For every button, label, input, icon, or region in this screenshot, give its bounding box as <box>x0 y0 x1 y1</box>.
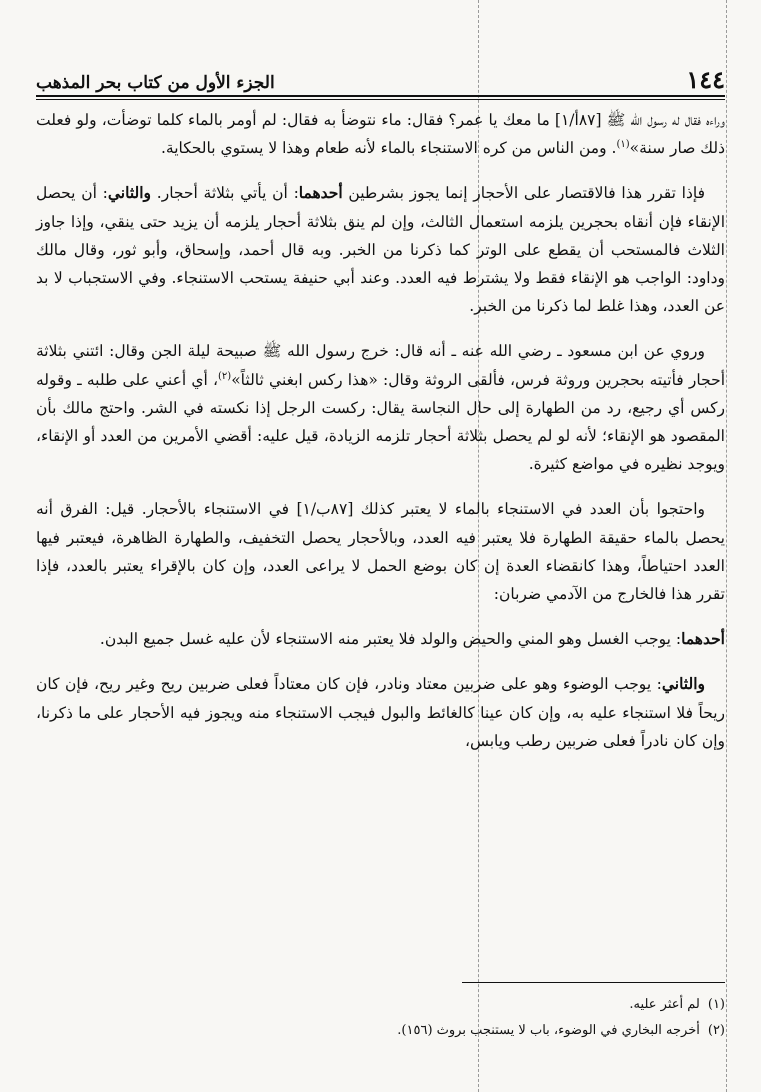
paragraph-text: : أن يحصل الإنقاء فإن أنقاه بحجرين يلزمه استعمال الثالث، وإن لم ينق بثلاثة أحجار يلزمه أن يزيد حتى ينقي، وإذا جاوز الثلاث فالمستحب أن يقطع على الوتر كما ذكرنا من الخبر. وبه قال أحمد، وإسحاق، وأبو ثور، وقال مالك وداود: الواجب هو الإنقاء فقط ولا يشترط فيه العدد. وعند أبي حنيفة يستحب الاستنجاء. وفي الاستجباب لا بد عن العدد، وهذا غلط لما ذكرنا من الخبر. <box>36 184 725 316</box>
header-rule <box>36 95 725 100</box>
page-number: ١٤٤ <box>686 65 725 94</box>
paragraph-3 <box>36 337 725 478</box>
footnote-ref-2: (٢) <box>218 370 232 382</box>
footnotes <box>36 992 725 1044</box>
footnote-ref-1: (١) <box>616 139 630 151</box>
paragraph-text: وروي عن ابن مسعود ـ رضي الله عنه ـ أنه قال: خرج رسول الله ﷺ صبيحة ليلة الجن وقال: ائتني بثلاثة أحجار فأتيته بحجرين وروثة فرس، فألقى الروثة وقال: «هذا ركس ابغني ثالثاً» <box>36 342 725 389</box>
main-text <box>36 106 725 772</box>
page-header <box>36 58 725 92</box>
paragraph-text: واحتجوا بأن العدد في الاستنجاء بالماء لا يعتبر كذلك [٨٧ب/١] في الاستنجاء بالأحجار. قيل: الفرق أنه يحصل بالماء حقيقة الطهارة فلا يعتبر فيه العدد، وبالأحجار يحصل التخفيف، والطهارة الظاهرة، فيعتبر فيها العدد احتياطاً، وهذا كانقضاء العدة إن كان بوضع الحمل لا يراعى العدد، وإن كان بالإقراء يعتبر بالعدد، فإذا تقرر هذا فالخارج من الآدمي ضربان: <box>36 500 725 604</box>
paragraph-text: . ومن الناس من كره الاستنجاء بالماء لأنه طعام وهذا لا يستوي بالحكاية. <box>160 139 617 158</box>
bold-term: والثاني <box>661 674 705 694</box>
running-title: الجزء الأول من كتاب بحر المذهب <box>36 73 275 93</box>
footnote-text: أخرجه البخاري في الوضوء، باب لا يستنجب بروث (١٥٦). <box>397 1023 700 1038</box>
footnote-1 <box>36 992 725 1018</box>
footnote-number: (٢) <box>707 1023 725 1038</box>
paragraph-6 <box>36 670 725 755</box>
paragraph-text: ، أي أعني على طلبه ـ وقوله ركس أي رجيع، رد من الطهارة إلى حال النجاسة يقال: ركست الرجل إذا نكسته في الشر. واحتج مالك بأن المقصود هو الإنقاء؛ لأنه لو لم يحصل بثلاثة أحجار تلزمه الزيادة، قيل عليه: أقضي الأمرين من العدد أو الإنقاء، ويوجد نظيره في مواضع كثيرة. <box>36 370 725 474</box>
footnote-2 <box>36 1018 725 1044</box>
bold-term: والثاني <box>107 183 152 203</box>
bold-term: أحدهما <box>681 629 725 649</box>
paragraph-4 <box>36 495 725 608</box>
scan-fold-line-right <box>726 0 727 1092</box>
paragraph-text: وراءه فقال له رسول الله ﷺ [٨٧أ/١] ما معك يا عمر؟ فقال: ماء نتوضأ به فقال: لم أومر بالماء كلما توضأت، ولو فعلت ذلك صار سنة» <box>36 111 725 158</box>
bold-term: أحدهما <box>298 183 343 203</box>
paragraph-text: : يوجب الغسل وهو المني والحيض والولد فلا يعتبر منه الاستنجاء لأن عليه غسل جميع البدن. <box>99 630 682 649</box>
footnote-number: (١) <box>707 997 725 1012</box>
footnote-text: لم أعثر عليه. <box>629 997 700 1012</box>
paragraph-1 <box>36 106 725 162</box>
paragraph-2 <box>36 179 725 320</box>
paragraph-5 <box>36 625 725 653</box>
paragraph-text: فإذا تقرر هذا فالاقتصار على الأحجار إنما يجوز بشرطين <box>342 184 706 203</box>
paragraph-text: : يوجب الوضوء وهو على ضربين معتاد ونادر، فإن كان معتاداً فعلى ضربين ريح وغير ريح، فإن كان ريحاً فلا استنجاء عليه به، وإن كان عينا كالغائط والبول فيجب الاستنجاء منه ويجوز فيه الأحجار على ما ذكرنا، وإن كان نادراً فعلى ضربين رطب ويابس، <box>36 675 725 750</box>
paragraph-text: : أن يأتي بثلاثة أحجار. <box>151 184 299 203</box>
footnote-rule <box>462 982 725 983</box>
